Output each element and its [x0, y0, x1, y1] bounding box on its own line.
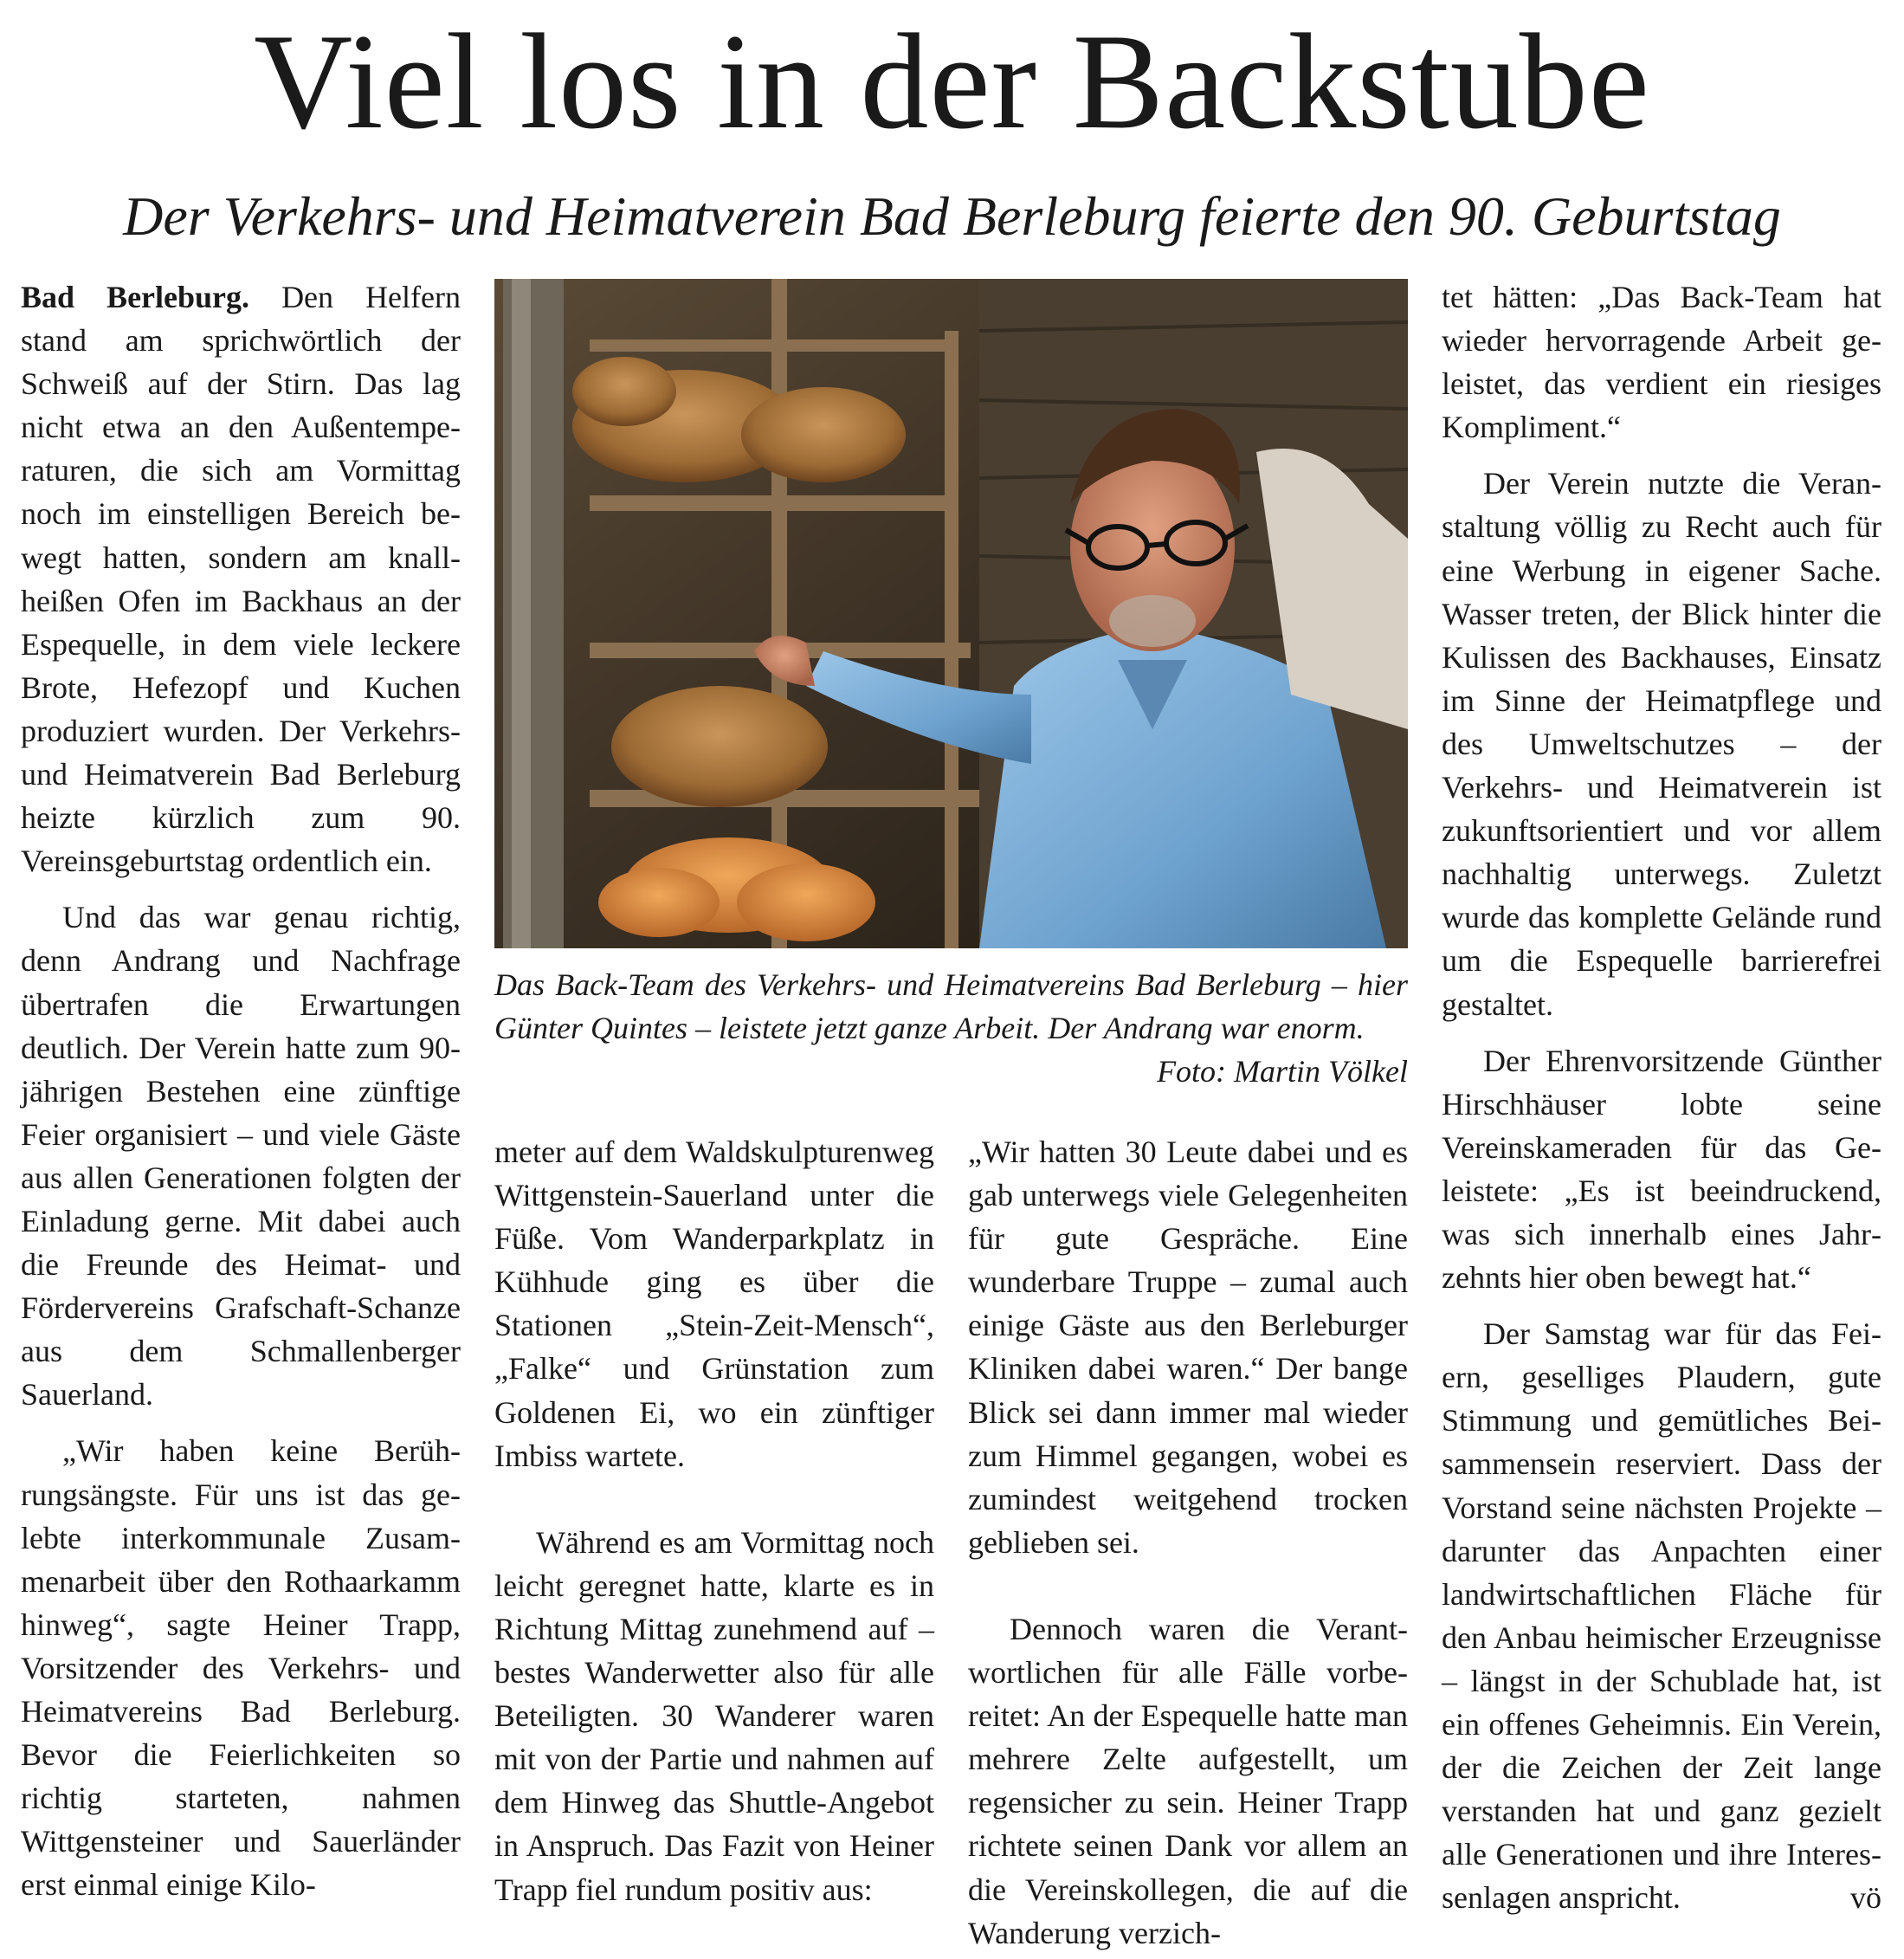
article-column-1 — [21, 275, 461, 1906]
paragraph — [1442, 1312, 1881, 1919]
headline: Viel los in der Backstube — [254, 6, 1650, 158]
article-column-4 — [1442, 275, 1881, 1919]
author-signature: vö — [1850, 1880, 1881, 1916]
photo-caption — [494, 963, 1408, 1093]
paragraph: Dennoch waren die Verantwortlichen für alle Fälle vorbereitet: An der Espequelle hatte man mehrere Zelte aufgestellt, um regensicher zu sein. Heiner Trapp richtete seinen Dank vor allem an die Vereinskollegen, die auf die Wanderung verzich- — [968, 1611, 1408, 1950]
paragraph: meter auf dem Waldskulpturenweg Wittgenstein-Sauerland unter die Füße. Vom Wanderparkplatz in Kühhude ging es über die Stationen „Stein-Zeit-Mensch“, „Falke“ und Grünstation zum Goldenen Ei, wo ein zünftiger Imbiss wartete. — [494, 1135, 934, 1473]
paragraph-text: Der Samstag war für das Feiern, geselliges Plaudern, gute Stimmung und gemütliches Beisammensein reserviert. Dass der Vorstand seine nächsten Projekte – darunter das Anpachten einer landwirtschaftlichen Fläche für den Anbau heimischer Erzeugnisse – längst in der Schublade hat, ist ein offenes Geheimnis. Ein Verein, der die Zeichen der Zeit lange verstanden hat und ganz gezielt alle Generationen und ihre Interessenlagen anspricht. — [1442, 1316, 1881, 1916]
photo-bakery-scene — [494, 279, 1408, 948]
paragraph: Und das war genau richtig, denn Andrang und Nachfrage übertrafen die Erwartungen deutlich. Der Verein hatte zum 90-jährigen Bestehen eine zünftige Feier organisiert – und viele Gäste aus allen Generationen folgten der Einladung gerne. Mit dabei auch die Freunde des Heimat- und Fördervereins Grafschaft-Schanze aus dem Schmallenberger Sauerland. — [21, 900, 461, 1413]
article-column-3 — [968, 1130, 1408, 1955]
paragraph: tet hätten: „Das Back-Team hat wieder hervorragende Arbeit geleistet, das verdient ein riesiges Kompliment.“ — [1442, 280, 1881, 445]
subheadline: Der Verkehrs- und Heimatverein Bad Berleburg feierte den 90. Geburtstag — [123, 185, 1781, 247]
article-column-2 — [494, 1130, 934, 1911]
paragraph-text: Den Helfern stand am sprichwörtlich der Schweiß auf der Stirn. Das lag nicht etwa an den Außentemperaturen, die sich am Vormittag noch im einstelligen Bereich bewegt hatten, sondern am knallheißen Ofen im Backhaus an der Espequelle, in dem viele leckere Brote, Hefezopf und Kuchen produziert wurden. Der Verkehrs- und Heimatverein Bad Berleburg heizte kürzlich zum 90. Vereinsgeburtstag ordentlich ein. — [21, 280, 461, 879]
paragraph: Während es am Vormittag noch leicht geregnet hatte, klarte es in Richtung Mittag zunehmend auf – bestes Wanderwetter also für alle Beteiligten. 30 Wanderer waren mit von der Partie und nahmen auf dem Hinweg das Shuttle-Angebot in Anspruch. Das Fazit von Heiner Trapp fiel rundum positiv aus: — [494, 1524, 934, 1907]
photo-credit: Foto: Martin Völkel — [1157, 1054, 1408, 1089]
paragraph — [21, 275, 461, 883]
article-photo — [494, 279, 1408, 948]
paragraph: Der Verein nutzte die Veranstaltung völlig zu Recht auch für eine Werbung in eigener Sache. Wasser treten, der Blick hinter die Kulissen des Backhauses, Einsatz im Sinne der Heimatpflege und des Umweltschutzes – der Verkehrs- und Heimatverein ist zukunftsorientiert und vor allem nachhaltig unterwegs. Zuletzt wurde das komplette Gelände rund um die Espequelle barrierefrei gestaltet. — [1442, 466, 1881, 1022]
paragraph: Der Ehrenvorsitzende Günther Hirschhäuser lobte seine Vereinskameraden für das Geleistete: „Es ist beeindruckend, was sich innerhalb eines Jahrzehnts hier oben bewegt hat.“ — [1442, 1043, 1881, 1296]
paragraph: „Wir haben keine Berührungsängste. Für uns ist das gelebte interkommunale Zusammenarbeit über den Rothaarkamm hinweg“, sagte Heiner Trapp, Vorsitzender des Verkehrs- und Heimatvereins Bad Berleburg. Bevor die Feierlichkeiten so richtig starteten, nahmen Wittgensteiner und Sauerländer erst einmal einige Kilo- — [21, 1433, 461, 1903]
caption-text: Das Back-Team des Verkehrs- und Heimatvereins Bad Berleburg – hier Günter Quintes – leistete jetzt ganze Arbeit. Der Andrang war enorm. — [494, 967, 1408, 1045]
dateline: Bad Berleburg. — [21, 280, 250, 314]
paragraph: „Wir hatten 30 Leute dabei und es gab unterwegs viele Gelegenheiten für gute Gespräche. Eine wunderbare Truppe – zumal auch einige Gäste aus den Berleburger Kliniken dabei waren.“ Der bange Blick sei dann immer mal wieder zum Himmel gegangen, wobei es zumindest weitgehend trocken geblieben sei. — [968, 1135, 1408, 1560]
